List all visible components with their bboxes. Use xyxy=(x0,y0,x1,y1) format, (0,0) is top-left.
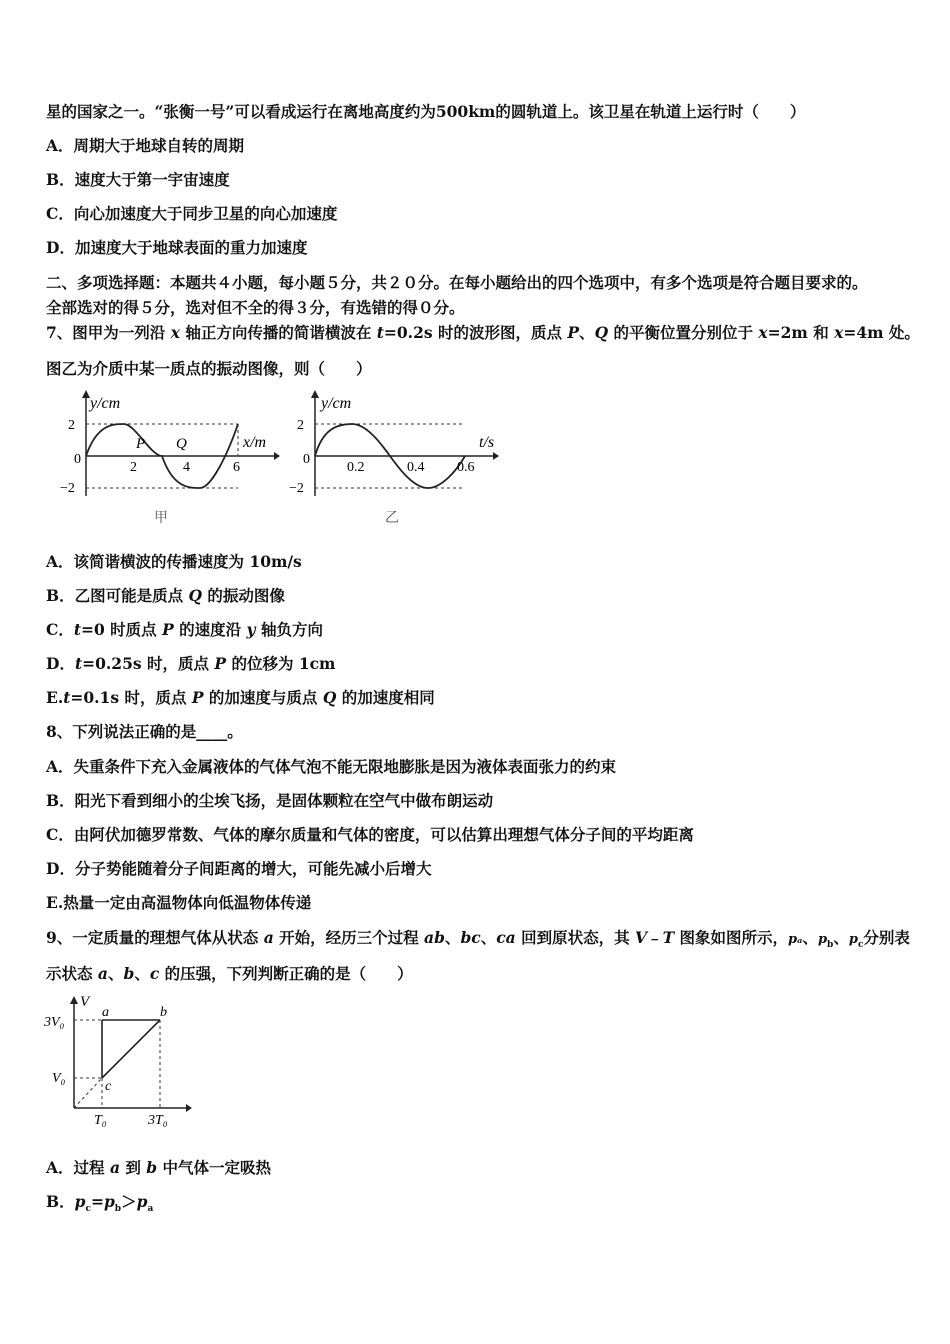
jia-xtick-4: 4 xyxy=(183,460,190,475)
jia-xlabel: x/m xyxy=(243,434,267,451)
jia-xtick-6: 6 xyxy=(233,460,240,475)
jia-x-arrow xyxy=(274,452,280,460)
q8-option-b: B．阳光下看到细小的尘埃飞扬，是固体颗粒在空气中做布朗运动 xyxy=(46,791,494,810)
jia-origin: 0 xyxy=(74,452,81,467)
q9-vt-figure xyxy=(44,994,194,1130)
vt-label-V0: V₀ xyxy=(52,1071,66,1086)
q6-option-b: B．速度大于第一宇宙速度 xyxy=(46,170,230,189)
yi-ttick-04: 0.4 xyxy=(407,460,425,475)
q7-figure-yi xyxy=(283,388,501,528)
q9-option-b: B．$p_c=p_b>p_a$ xyxy=(46,1192,154,1215)
section2-header-line2: 全部选对的得５分，选对但不全的得３分，有选错的得０分。 xyxy=(46,298,465,317)
yi-ttick-06: 0.6 xyxy=(457,460,475,475)
q7-figure-jia xyxy=(48,388,280,528)
yi-t-arrow xyxy=(493,452,499,460)
jia-y-arrow xyxy=(82,390,90,398)
vt-point-c: c xyxy=(105,1079,112,1094)
yi-tlabel: t/s xyxy=(479,434,495,451)
q9-stem-line1: 9、一定质量的理想气体从状态 a 开始，经历三个过程 ab、bc、ca 回到原状态，其 V﹣T 图象如图所示，pₐ、$p_b$、$p_c$分别表 xyxy=(46,928,910,951)
yi-y-arrow xyxy=(311,390,319,398)
q9-stem-line2: 示状态 a、b、c 的压强，下列判断正确的是（ ） xyxy=(46,964,413,983)
vt-label-V: V xyxy=(80,994,90,1010)
jia-ytick-top: 2 xyxy=(68,418,75,433)
q9-option-a: A．过程 a 到 b 中气体一定吸热 xyxy=(46,1158,272,1177)
q7-stem-line2: 图乙为介质中某一质点的振动图像，则（ ） xyxy=(46,359,372,378)
jia-point-Q: Q xyxy=(176,436,187,452)
q7-option-d: D．t=0.25s 时，质点 P 的位移为 1cm xyxy=(46,654,336,673)
q7-option-e: E.t=0.1s 时，质点 P 的加速度与质点 Q 的加速度相同 xyxy=(46,688,435,707)
q8-stem: 8、下列说法正确的是____。 xyxy=(46,722,243,741)
vt-point-b: b xyxy=(160,1005,167,1020)
q7-option-a: A．该简谐横波的传播速度为 10m/s xyxy=(46,552,302,571)
q6-option-d: D．加速度大于地球表面的重力加速度 xyxy=(46,238,308,257)
q7-option-b: B．乙图可能是质点 Q 的振动图像 xyxy=(46,586,285,605)
q7-stem-line1: 7、图甲为一列沿 x 轴正方向传播的简谐横波在 t=0.2s 时的波形图，质点 P、Q 的平衡位置分别位于 x=2m 和 x=4m 处。 xyxy=(46,323,920,342)
yi-ylabel: y/cm xyxy=(321,395,352,412)
vt-dash-origin-c xyxy=(74,1078,102,1108)
q8-option-d: D．分子势能随着分子间距离的增大，可能先减小后增大 xyxy=(46,859,432,878)
jia-ytick-bottom: −2 xyxy=(60,481,75,496)
yi-ytick-top: 2 xyxy=(297,418,304,433)
q8-option-a: A．失重条件下充入金属液体的气体气泡不能无限地膨胀是因为液体表面张力的约束 xyxy=(46,757,617,776)
yi-origin: 0 xyxy=(303,452,310,467)
vt-label-T0: T₀ xyxy=(94,1113,107,1128)
vt-process-bc xyxy=(102,1020,160,1078)
q8-option-e: E.热量一定由高温物体向低温物体传递 xyxy=(46,893,312,912)
vt-t-arrow xyxy=(186,1104,192,1112)
jia-ylabel: y/cm xyxy=(90,395,121,412)
jia-xtick-2: 2 xyxy=(130,460,137,475)
vt-label-3T0: 3T₀ xyxy=(148,1113,168,1128)
q6-option-a: A．周期大于地球自转的周期 xyxy=(46,136,245,155)
section2-header-line1: 二、多项选择题：本题共４小题，每小题５分，共２０分。在每小题给出的四个选项中，有多个选项是符合题目要求的。 xyxy=(46,273,868,292)
vt-point-a: a xyxy=(102,1005,109,1020)
vt-label-3V0: 3V₀ xyxy=(44,1015,65,1030)
jia-caption: 甲 xyxy=(154,511,168,526)
vt-v-arrow xyxy=(70,996,78,1004)
yi-caption: 乙 xyxy=(385,511,399,526)
q8-option-c: C．由阿伏加德罗常数、气体的摩尔质量和气体的密度，可以估算出理想气体分子间的平均距离 xyxy=(46,825,694,844)
q6-option-c: C．向心加速度大于同步卫星的向心加速度 xyxy=(46,204,338,223)
yi-ytick-bottom: −2 xyxy=(289,481,304,496)
yi-ttick-02: 0.2 xyxy=(347,460,365,475)
q7-option-c: C．t=0 时质点 P 的速度沿 y 轴负方向 xyxy=(46,620,323,639)
q6-stem-tail: 星的国家之一。“张衡一号”可以看成运行在离地高度约为500km的圆轨道上。该卫星在轨道上运行时（ ） xyxy=(46,102,806,121)
jia-point-P: P xyxy=(136,436,146,452)
